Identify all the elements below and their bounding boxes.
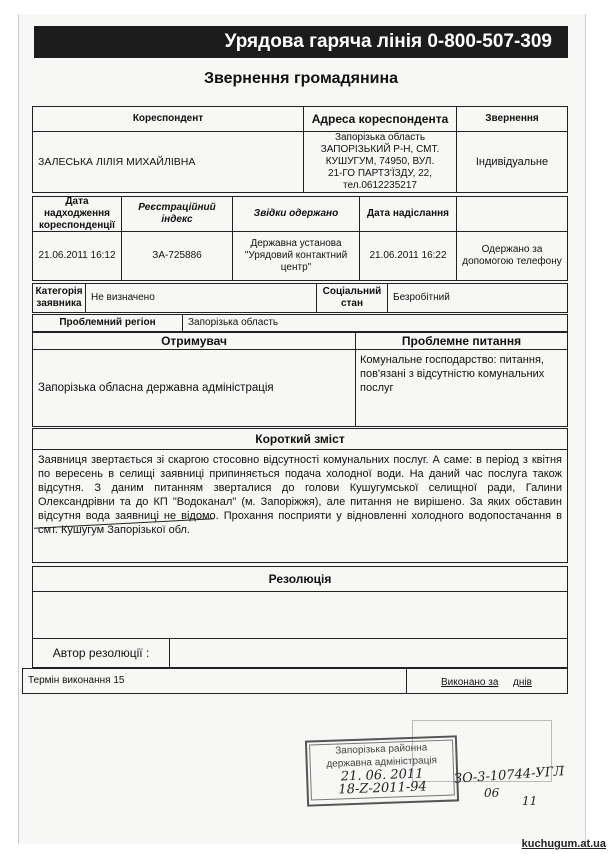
handwritten-ref: ЗО-3-10744-УГЛ	[453, 764, 565, 787]
date-received: 21.06.2011 16:12	[32, 231, 122, 281]
header-date-received: Дата надходження кореспонденції	[32, 196, 122, 232]
social-value: Безробітний	[387, 283, 568, 313]
page-title: Звернення громадянина	[203, 70, 399, 87]
resolution-author-label: Автор резолюції :	[32, 638, 170, 668]
header-problem: Проблемне питання	[355, 332, 568, 350]
problem-value: Комунальне господарство: питання, пов'язані з відсутністю комунальних послуг	[355, 349, 568, 427]
handwritten-num2: 11	[522, 794, 538, 808]
done-label: Виконано за	[441, 677, 499, 688]
days-label: днів	[513, 677, 532, 688]
header-correspondent: Кореспондент	[32, 106, 304, 132]
appeal-type: Індивідуальне	[456, 131, 568, 193]
received-by: Одержано за допомогою телефону	[456, 231, 568, 281]
correspondent-name: ЗАЛЕСЬКА ЛІЛІЯ МИХАЙЛІВНА	[32, 131, 304, 193]
header-recipient: Отримувач	[32, 332, 356, 350]
stamp-hand-number: 18-Z-2011-94	[338, 779, 428, 798]
source: Державна установа "Урядовий контактний центр"	[232, 231, 360, 281]
handwritten-num1: 06	[484, 786, 500, 800]
term-label: Термін виконання 15	[22, 668, 407, 694]
stamp-line1: Запорізька районна	[335, 742, 428, 757]
header-date-sent: Дата надіслання	[359, 196, 457, 232]
done-cell	[406, 668, 568, 694]
category-value: Не визначено	[85, 283, 317, 313]
site-watermark[interactable]: kuchugum.at.ua	[521, 838, 606, 850]
header-empty	[456, 196, 568, 232]
summary-text: Заявниця звертається зі скаргою стосовно відсутності комунальних послуг. А саме: в період з квітня по вересень в селищі заявниці припиняється подача холодної води. На даний час послуга також відсутня. З даним питанням зверталися до голови Кушугумської селищної ради, Галини Олександрівни та до КП "Водоканал" (м. Запоріжжя), але питання не вирішено. За яких обставин відсутня вода заявниці не відомо. Прохання посприяти у відновленні холодного водопостачання в смт. Кушугум Запорізької обл.	[32, 449, 568, 563]
recipient-value: Запорізька обласна державна адміністрація	[32, 349, 356, 427]
header-address: Адреса кореспондента	[303, 106, 457, 132]
stamp-line2: державна адміністрація	[326, 755, 438, 770]
header-region: Проблемний регіон	[32, 314, 183, 332]
resolution-heading: Резолюція	[32, 566, 568, 592]
header-source: Звідки одержано	[232, 196, 360, 232]
stamp-hand-date: 21. 06. 2011	[340, 766, 424, 785]
hotline-banner: Урядова гаряча лінія 0-800-507-309	[34, 26, 568, 58]
header-reg-index: Реєстраційний індекс	[121, 196, 233, 232]
correspondent-address: Запорізька область ЗАПОРІЗЬКИЙ Р-Н, СМТ. КУШУГУМ, 74950, ВУЛ. 21-ГО ПАРТЗ'ЇЗДУ, 22, тел.0612235217	[303, 131, 457, 193]
resolution-author-value	[169, 638, 568, 668]
header-social: Соціальний стан	[316, 283, 388, 313]
registration-stamp	[305, 735, 459, 806]
resolution-body	[32, 591, 568, 639]
reg-index: ЗА-725886	[121, 231, 233, 281]
date-sent: 21.06.2011 16:22	[359, 231, 457, 281]
header-category: Категорія заявника	[32, 283, 86, 313]
header-appeal: Звернення	[456, 106, 568, 132]
region-value: Запорізька область	[182, 314, 568, 332]
summary-heading: Короткий зміст	[32, 428, 568, 450]
